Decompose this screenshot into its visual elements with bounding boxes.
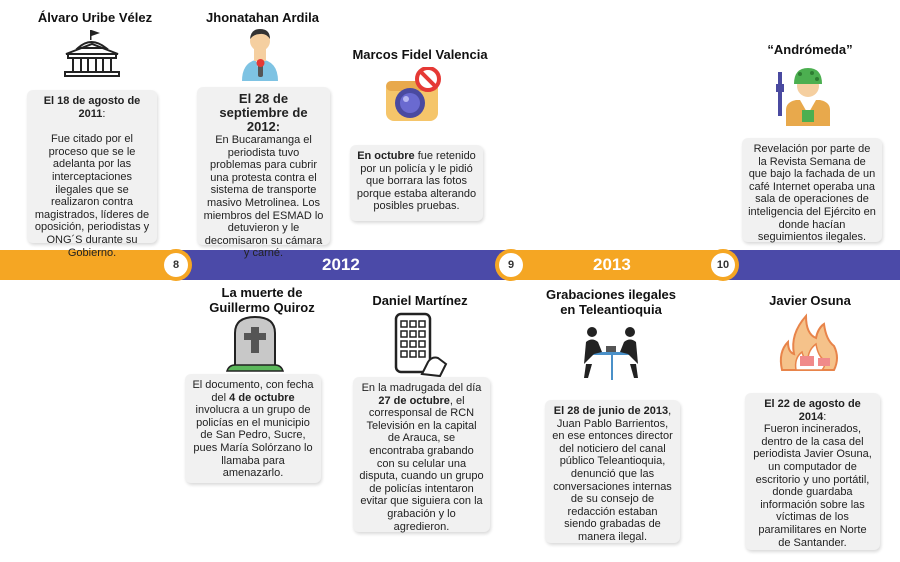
node-number: 10 bbox=[711, 253, 735, 277]
event-date: En octubre bbox=[357, 150, 415, 162]
event-date: 4 de octubre bbox=[229, 391, 295, 404]
event-text: Fue citado por el proceso que se le adelanta por las interceptaciones ilegales que se realizaron contra magistrados, líderes de oposición, periodistas y ONG´S durante su Gobierno. bbox=[34, 133, 150, 259]
event-title-martinez: Daniel Martínez bbox=[372, 293, 468, 308]
node-number: 8 bbox=[164, 253, 188, 277]
year-label-2012: 2012 bbox=[322, 255, 360, 274]
event-card-andromeda bbox=[742, 138, 882, 242]
event-text: El 28 de junio de 2013, Juan Pablo Barrientos, en ese entonces director del noticiero del canal público Teleantioquia, denunció que las conversaciones internas de su consejo de redacción estaban siendo grabadas de manera ilegal. bbox=[552, 405, 673, 543]
event-title-teleantioquia: Grabaciones ilegales en Teleantioquia bbox=[545, 287, 677, 317]
event-text: En la madrugada del día 27 de octubre, el corresponsal de RCN Televisión en la capital de Arauca, se encontraba grabando con su celular una disputa, cuando un grupo de policías intentaron evitar que siguiera con la grabación y lo agredieron. bbox=[359, 382, 484, 533]
smartphone-icon bbox=[392, 312, 450, 378]
event-title-uribe: Álvaro Uribe Vélez bbox=[37, 10, 153, 25]
year-label-2013: 2013 bbox=[593, 255, 631, 274]
event-text: El documento, con fecha del 4 de octubre involucra a un grupo de policías en el municipio de San Pedro, Sucre, pues María Solórzano lo llamaba para amenazarlo. bbox=[192, 379, 314, 480]
event-date: 27 de octubre bbox=[378, 394, 450, 407]
event-card-osuna bbox=[745, 393, 880, 550]
event-title-andromeda: “Andrómeda” bbox=[767, 42, 853, 57]
event-text: Revelación por parte de la Revista Semana de que bajo la fachada de un café Internet operaba una sala de operaciones de inteligencia del Ejército en donde hacían seguimientos ilegales. bbox=[748, 143, 876, 244]
tombstone-icon bbox=[225, 313, 287, 375]
timeline-node-8 bbox=[160, 249, 192, 281]
event-title-osuna: Javier Osuna bbox=[769, 293, 851, 308]
event-text: En Bucaramanga el periodista tuvo problemas para cubrir una protesta contra el sistema de transporte masivo Metrolinea. Los miembros del ESMAD lo detuvieron y le decomisaron su cámara y carné. bbox=[203, 134, 324, 260]
meeting-icon bbox=[578, 322, 646, 382]
event-card-ardila bbox=[197, 87, 330, 260]
government-building-icon bbox=[62, 28, 122, 80]
event-card-teleantioquia bbox=[545, 400, 680, 543]
event-card-martinez bbox=[353, 377, 490, 532]
event-date: El 22 de agosto de 2014: bbox=[764, 398, 861, 423]
event-text: En octubre fue retenido por un policía y le pidió que borrara las fotos porque estaba alterando posibles pruebas. bbox=[356, 150, 477, 213]
event-card-quiroz bbox=[185, 374, 321, 483]
event-title-valencia: Marcos Fidel Valencia bbox=[352, 47, 488, 62]
event-date: El 28 de junio de 2013 bbox=[553, 405, 669, 417]
event-title-quiroz: La muerte de Guillermo Quiroz bbox=[209, 285, 315, 315]
event-date: El 28 de septiembre de 2012: bbox=[219, 91, 308, 134]
timeline-node-10 bbox=[707, 249, 739, 281]
node-number: 9 bbox=[499, 253, 523, 277]
timeline-node-9 bbox=[495, 249, 527, 281]
event-card-uribe bbox=[27, 90, 157, 259]
event-card-valencia bbox=[350, 145, 483, 221]
reporter-icon bbox=[238, 25, 282, 81]
timeline-band-blue-right bbox=[720, 250, 900, 280]
event-text: Fueron incinerados, dentro de la casa del periodista Javier Osuna, un computador de escritorio y uno portátil, donde guardaba información sobre las víctimas de los paramilitares en Norte de Santander. bbox=[753, 423, 872, 549]
event-title-ardila: Jhonatahan Ardila bbox=[206, 10, 319, 25]
soldier-icon bbox=[776, 62, 840, 126]
fire-icon bbox=[776, 312, 842, 374]
event-date: El 18 de agosto de 2011: bbox=[43, 95, 141, 120]
camera-prohibited-icon bbox=[382, 67, 444, 127]
